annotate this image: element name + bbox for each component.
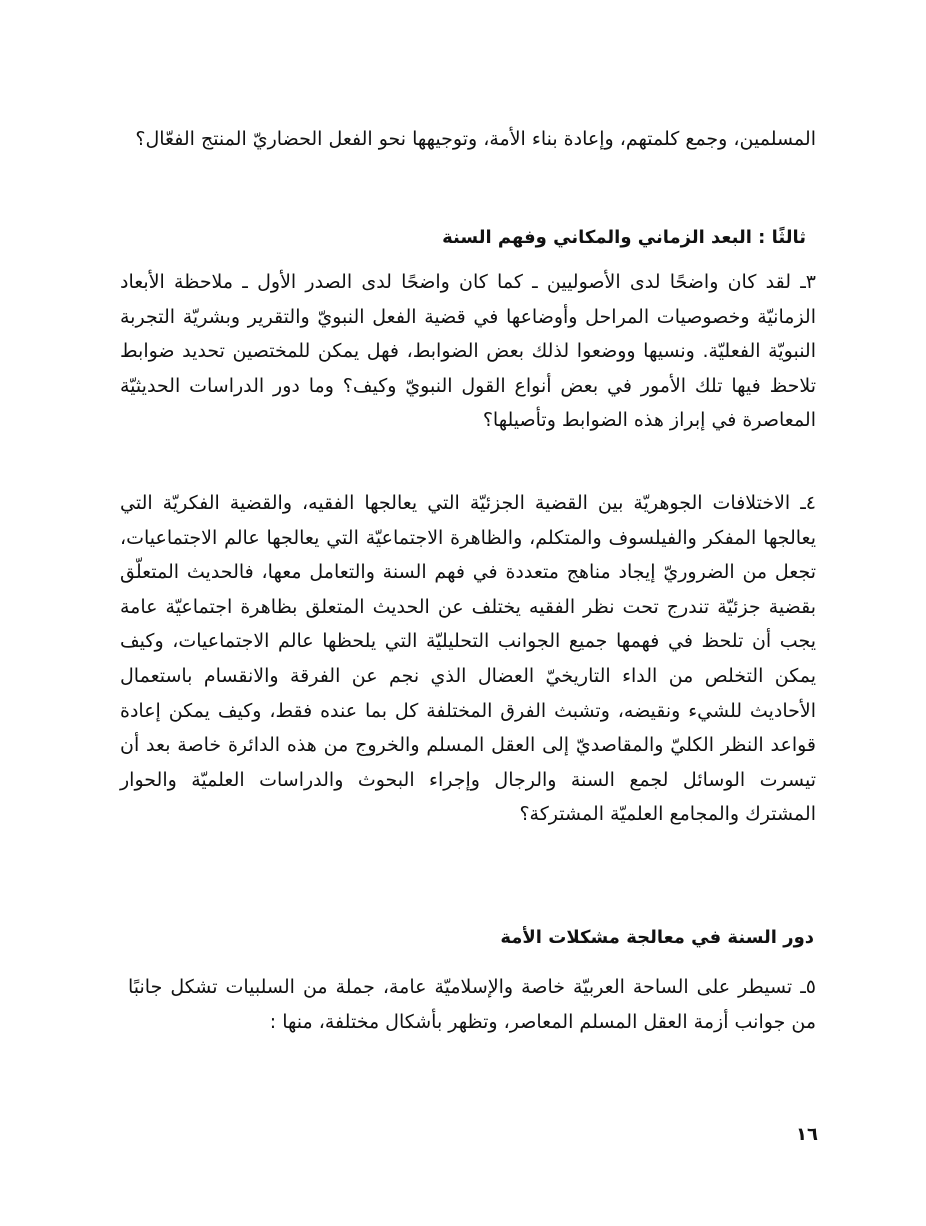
paragraph-continuation: المسلمين، وجمع كلمتهم، وإعادة بناء الأمة، وتوجيهها نحو الفعل الحضاريّ المنتج الفعّال؟ — [135, 128, 816, 150]
paragraph-item-3: ٣ـ لقد كان واضحًا لدى الأصوليين ـ كما كان واضحًا لدى الصدر الأول ـ ملاحظة الأبعاد الزمانيّة وخصوصيات المراحل وأوضاعها في قضية الفعل النبويّ والتقرير وبشريّة التجربة النبويّة الفعليّة. ونسيها ووضعوا لذلك بعض الضوابط، فهل يمكن للمختصين تحديد ضوابط تلاحظ فيها تلك الأمور في بعض أنواع القول النبويّ وكيف؟ وما دور الدراسات الحديثيّة المعاصرة في إبراز هذه الضوابط وتأصيلها؟ — [120, 271, 816, 431]
section-heading-third: ثالثًا : البعد الزماني والمكاني وفهم السنة — [442, 227, 806, 248]
section-heading-sunnah-role: دور السنة في معالجة مشكلات الأمة — [500, 927, 814, 948]
page-number: ١٦ — [796, 1124, 818, 1145]
paragraph-item-4: ٤ـ الاختلافات الجوهريّة بين القضية الجزئيّة التي يعالجها الفقيه، والقضية الفكريّة التي يعالجها المفكر والفيلسوف والمتكلم، والظاهرة الاجتماعيّة التي يعالجها عالم الاجتماعيات، تجعل من الضروريّ إيجاد مناهج متعددة في فهم السنة والتعامل معها، فالحديث المتعلّق بقضية جزئيّة تندرج تحت نظر الفقيه يختلف عن الحديث المتعلق بظاهرة اجتماعيّة عامة يجب أن تلحظ في فهمها جميع الجوانب التحليليّة التي يلحظها عالم الاجتماعيات، وكيف يمكن التخلص من الداء التاريخيّ العضال الذي نجم عن الفرقة والانقسام باستعمال الأحاديث للشيء ونقيضه، وتشبث الفرق المختلفة كل بما عنده فقط، وكيف يمكن إعادة قواعد النظر الكليّ والمقاصديّ إلى العقل المسلم والخروج من هذه الدائرة خاصة بعد أن تيسرت الوسائل لجمع السنة والرجال وإجراء البحوث والدراسات العلميّة والحوار المشترك والمجامع العلميّة المشتركة؟ — [120, 492, 816, 826]
paragraph-item-5: ٥ـ تسيطر على الساحة العربيّة خاصة والإسلاميّة عامة، جملة من السلبيات تشكل جانبًا من جوانب أزمة العقل المسلم المعاصر، وتظهر بأشكال مختلفة، منها : — [128, 976, 816, 1033]
